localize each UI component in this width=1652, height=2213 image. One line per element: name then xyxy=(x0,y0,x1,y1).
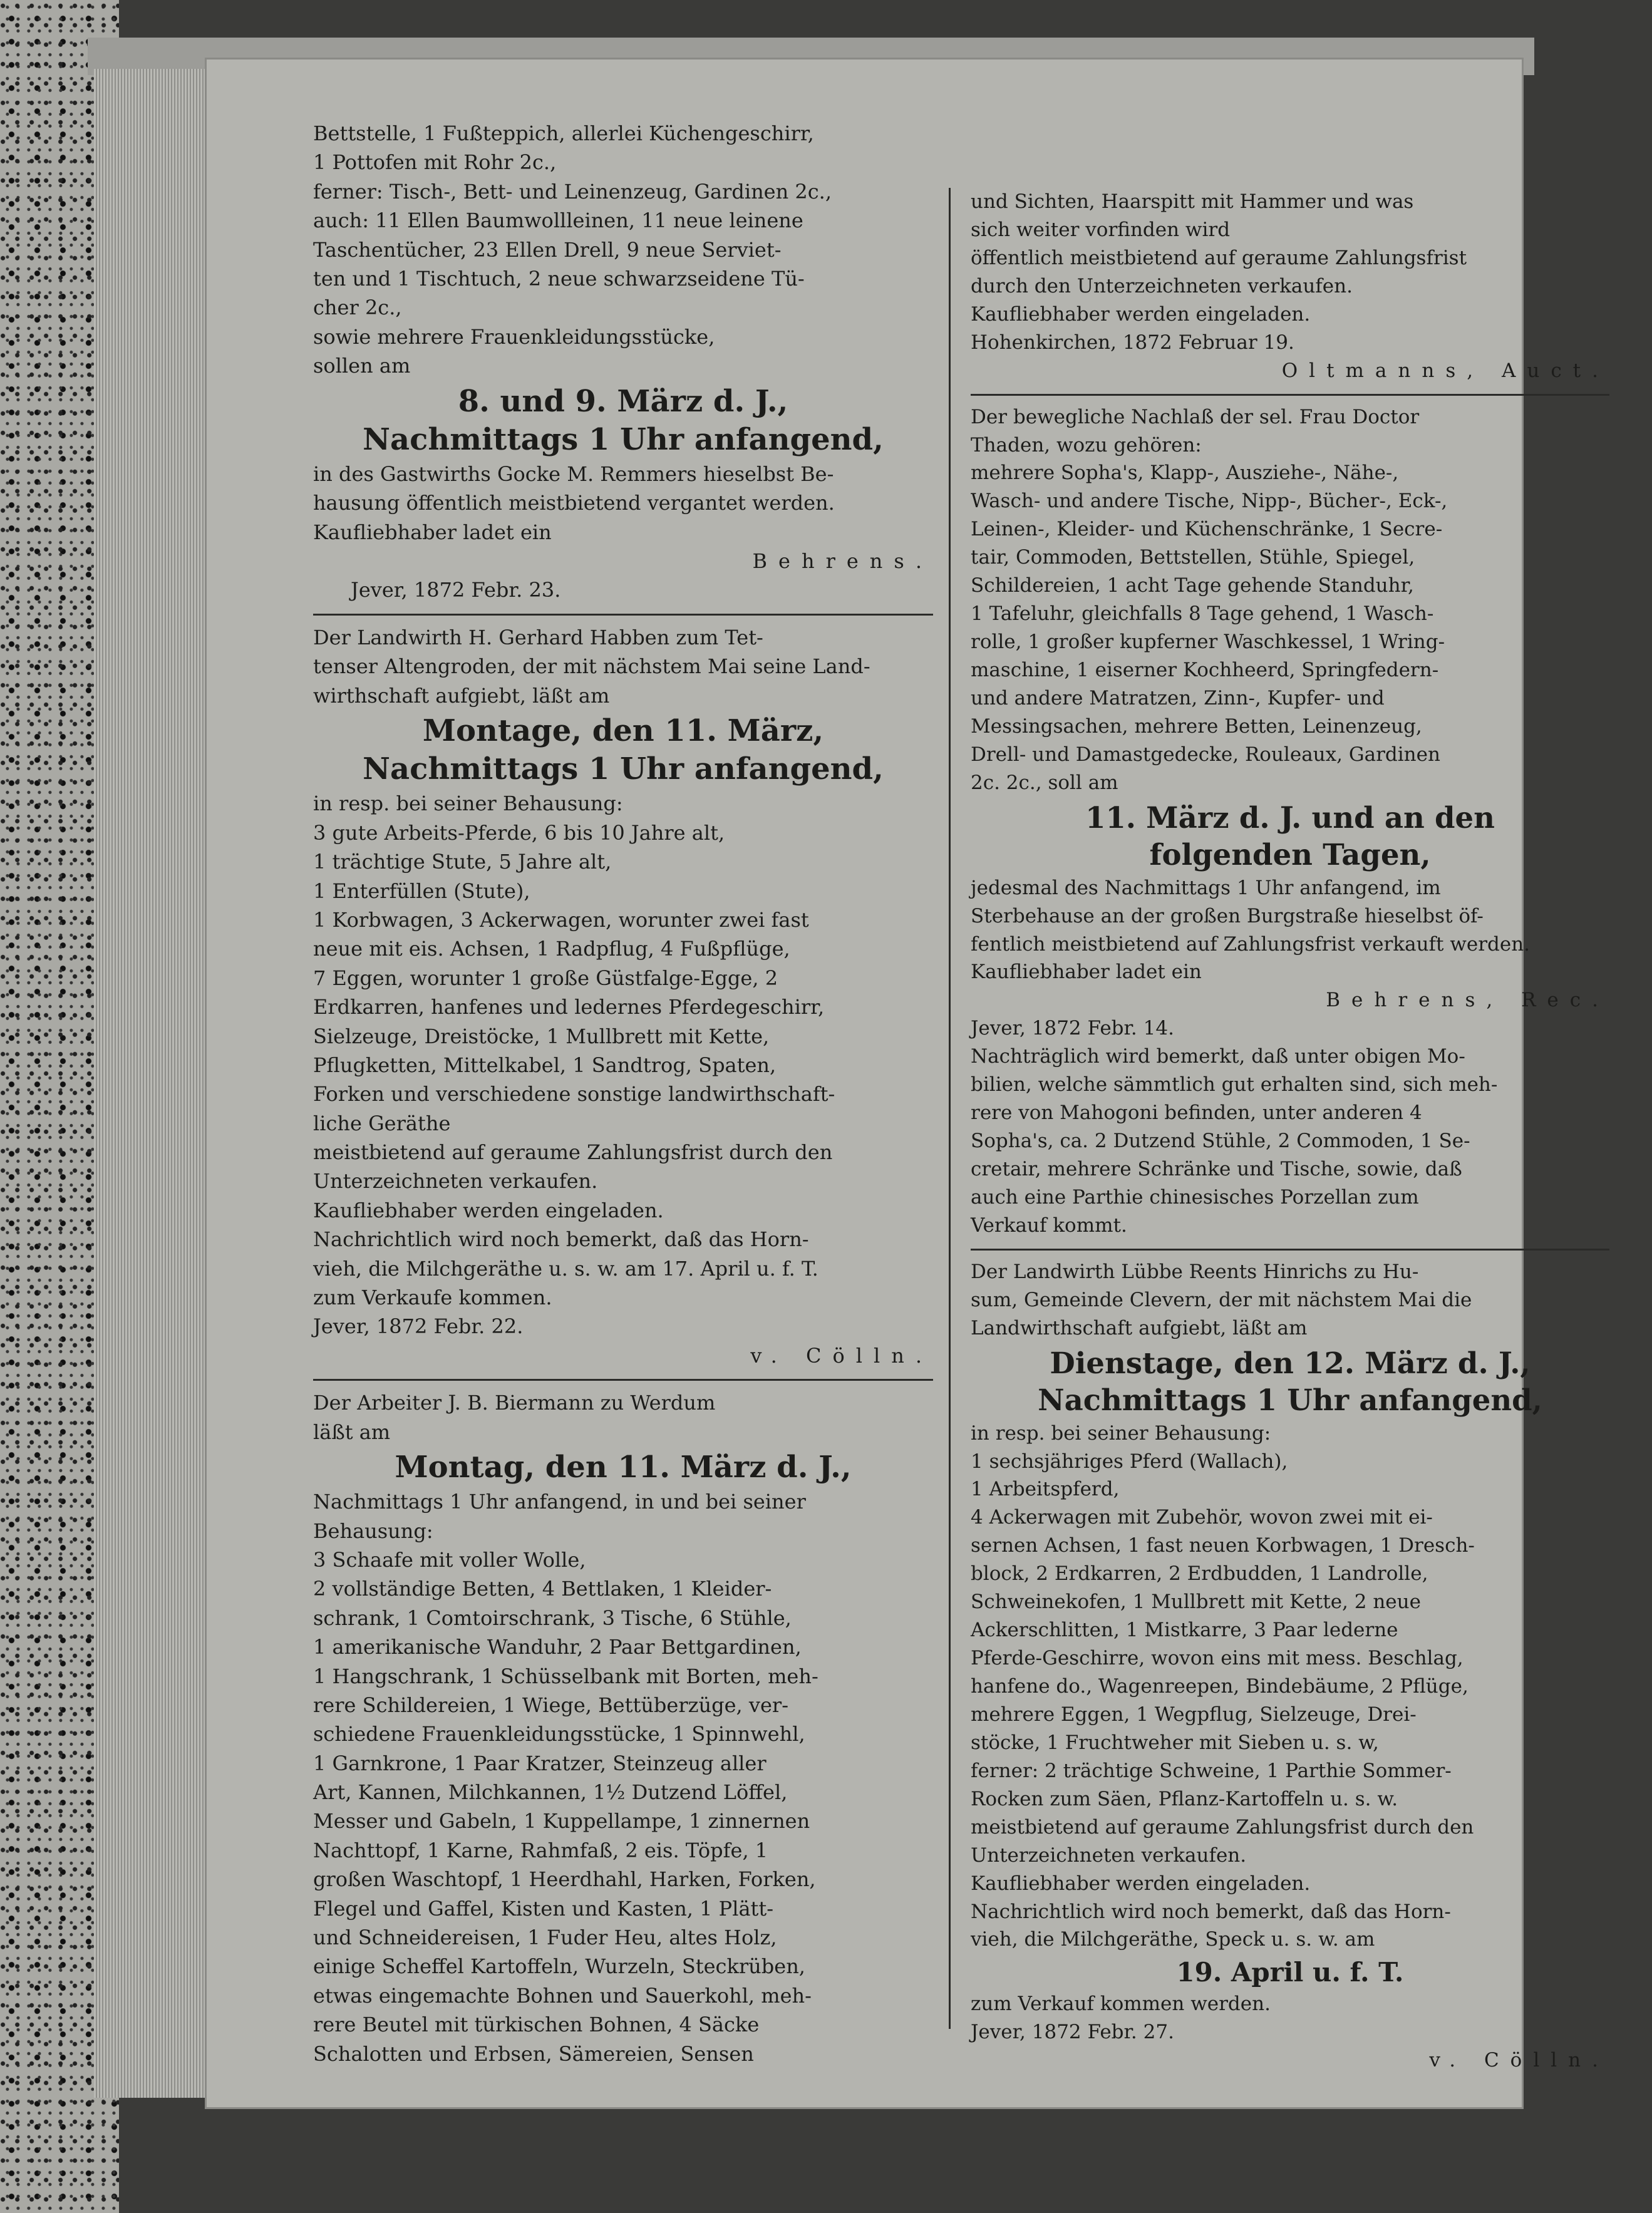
text-line: sernen Achsen, 1 fast neuen Korbwagen, 1 Dresch- xyxy=(971,1534,1475,1557)
auction-date-heading: 11. März d. J. und an den xyxy=(1085,800,1495,835)
advertisement-1 xyxy=(313,119,933,605)
text-line: 1 Hangschrank, 1 Schüsselbank mit Borten, meh- xyxy=(313,1664,818,1688)
text-line: Nachmittags 1 Uhr anfangend, in und bei seiner xyxy=(313,1490,806,1514)
text-line: sowie mehrere Frauenkleidungsstücke, xyxy=(313,324,715,349)
text-line: 1 Garnkrone, 1 Paar Kratzer, Steinzeug aller xyxy=(313,1751,767,1775)
text-line: Schildereien, 1 acht Tage gehende Standuhr, xyxy=(971,574,1414,597)
auction-date-heading: Nachmittags 1 Uhr anfangend, xyxy=(363,421,884,457)
text-line: Verkauf kommt. xyxy=(971,1214,1127,1237)
auction-date-heading: Nachmittags 1 Uhr anfangend, xyxy=(1038,1383,1542,1418)
text-line: Nachrichtlich wird noch bemerkt, daß das Horn- xyxy=(971,1900,1451,1923)
text-line: 1 Pottofen mit Rohr 2c., xyxy=(313,150,557,175)
text-line: 2c. 2c., soll am xyxy=(971,771,1118,794)
text-line: Kaufliebhaber ladet ein xyxy=(313,520,552,544)
auction-date-heading: folgenden Tagen, xyxy=(1149,837,1431,872)
text-line: rere Beutel mit türkischen Bohnen, 4 Säcke xyxy=(313,2013,760,2037)
ad-separator xyxy=(313,1379,933,1381)
advertisement-3 xyxy=(313,1388,933,2068)
signature: Behrens, Rec. xyxy=(1326,989,1609,1012)
advertisement-4 xyxy=(971,188,1609,385)
text-line: cretair, mehrere Schränke und Tische, sowie, daß xyxy=(971,1158,1462,1180)
text-line: Kaufliebhaber ladet ein xyxy=(971,961,1202,984)
text-line: Sielzeuge, Dreistöcke, 1 Mullbrett mit Kette, xyxy=(313,1024,770,1048)
text-line: Landwirthschaft aufgiebt, läßt am xyxy=(971,1316,1308,1339)
text-line: 3 Schaafe mit voller Wolle, xyxy=(313,1547,586,1572)
auction-date-heading: Montage, den 11. März, xyxy=(422,713,824,749)
text-line: zum Verkaufe kommen. xyxy=(313,1286,552,1310)
page-edges xyxy=(94,69,225,2098)
text-line: Sopha's, ca. 2 Dutzend Stühle, 2 Commoden, 1 Se- xyxy=(971,1130,1470,1153)
text-line: Bettstelle, 1 Fußteppich, allerlei Küchengeschirr, xyxy=(313,121,814,145)
text-line: liche Geräthe xyxy=(313,1111,451,1135)
text-line: schiedene Frauenkleidungsstücke, 1 Spinnwehl, xyxy=(313,1722,805,1746)
auction-date-heading: Nachmittags 1 Uhr anfangend, xyxy=(363,751,884,787)
text-line: 7 Eggen, worunter 1 große Güstfalge-Egge, 2 xyxy=(313,966,778,990)
text-line: durch den Unterzeichneten verkaufen. xyxy=(971,274,1353,297)
text-line: neue mit eis. Achsen, 1 Radpflug, 4 Fußpflüge, xyxy=(313,937,790,961)
text-line: Wasch- und andere Tische, Nipp-, Bücher-, Eck-, xyxy=(971,490,1448,513)
text-line: Kaufliebhaber werden eingeladen. xyxy=(971,1872,1311,1895)
text-line: rere von Mahogoni befinden, unter anderen 4 xyxy=(971,1101,1422,1125)
text-line: Taschentücher, 23 Ellen Drell, 9 neue Serviet- xyxy=(313,237,782,262)
signature: Oltmanns, Auct. xyxy=(1281,359,1609,382)
text-line: schrank, 1 Comtoirschrank, 3 Tische, 6 Stühle, xyxy=(313,1606,792,1630)
text-line: Kaufliebhaber werden eingeladen. xyxy=(971,302,1311,326)
signature: Behrens. xyxy=(752,549,933,574)
text-line: zum Verkauf kommen werden. xyxy=(971,1993,1271,2016)
text-line: etwas eingemachte Bohnen und Sauerkohl, meh- xyxy=(313,1983,812,2008)
text-line: 1 Arbeitspferd, xyxy=(971,1478,1120,1501)
auction-date-heading: 8. und 9. März d. J., xyxy=(458,383,788,419)
text-line: tair, Commoden, Bettstellen, Stühle, Spiegel, xyxy=(971,546,1415,569)
text-line: Pflugketten, Mittelkabel, 1 Sandtrog, Spaten, xyxy=(313,1053,777,1077)
text-line: und Schneidereisen, 1 Fuder Heu, altes Holz, xyxy=(313,1926,777,1950)
left-column xyxy=(313,119,933,2068)
text-line: 1 sechsjähriges Pferd (Wallach), xyxy=(971,1450,1288,1473)
text-line: großen Waschtopf, 1 Heerdhahl, Harken, Forken, xyxy=(313,1867,816,1892)
text-line: bilien, welche sämmtlich gut erhalten sind, sich meh- xyxy=(971,1073,1498,1096)
ad-separator xyxy=(971,1249,1609,1251)
column-divider xyxy=(949,188,951,2029)
text-line: Nachträglich wird bemerkt, daß unter obigen Mo- xyxy=(971,1045,1465,1068)
advertisement-6 xyxy=(971,1258,1609,2075)
advertisement-5 xyxy=(971,403,1609,1240)
auction-date-heading: Dienstage, den 12. März d. J., xyxy=(1050,1345,1531,1380)
text-line: fentlich meistbietend auf Zahlungsfrist verkauft werden. xyxy=(971,932,1531,956)
text-line: vieh, die Milchgeräthe u. s. w. am 17. April u. f. T. xyxy=(313,1256,818,1281)
auction-date-heading: 19. April u. f. T. xyxy=(1176,1957,1404,1988)
text-line: Leinen-, Kleider- und Küchenschränke, 1 Secre- xyxy=(971,518,1443,541)
text-line: Flegel und Gaffel, Kisten und Kasten, 1 Plätt- xyxy=(313,1896,774,1921)
text-line: Nachttopf, 1 Karne, Rahmfaß, 2 eis. Töpfe, 1 xyxy=(313,1838,768,1862)
text-line: jedesmal des Nachmittags 1 Uhr anfangend, im xyxy=(971,876,1441,899)
text-line: Unterzeichneten verkaufen. xyxy=(313,1169,598,1194)
ad-separator xyxy=(971,394,1609,396)
advertisement-2 xyxy=(313,623,933,1370)
text-line: hanfene do., Wagenreepen, Bindebäume, 2 Pflüge, xyxy=(971,1675,1469,1698)
text-line: Der Landwirth H. Gerhard Habben zum Tet- xyxy=(313,625,763,649)
text-line: Der Landwirth Lübbe Reents Hinrichs zu Hu- xyxy=(971,1260,1419,1283)
text-line: ferner: Tisch-, Bett- und Leinenzeug, Gardinen 2c., xyxy=(313,179,832,204)
text-line: 4 Ackerwagen mit Zubehör, wovon zwei mit ei- xyxy=(971,1506,1433,1529)
text-line: meistbietend auf geraume Zahlungsfrist durch den xyxy=(971,1815,1474,1839)
text-line: öffentlich meistbietend auf geraume Zahlungsfrist xyxy=(971,246,1467,269)
text-line: rolle, 1 großer kupferner Waschkessel, 1 Wring- xyxy=(971,631,1445,654)
text-line: 1 Enterfüllen (Stute), xyxy=(313,879,530,903)
text-line: stöcke, 1 Fruchtweher mit Sieben u. s. w, xyxy=(971,1731,1379,1754)
text-line: sollen am xyxy=(313,354,411,378)
text-line: Schalotten und Erbsen, Sämereien, Sensen xyxy=(313,2041,754,2066)
text-line: Erdkarren, hanfenes und ledernes Pferdegeschirr, xyxy=(313,995,825,1019)
signature: v. Cölln. xyxy=(1429,2049,1609,2072)
text-line: Jever, 1872 Febr. 27. xyxy=(971,2021,1174,2044)
text-line: Pferde-Geschirre, wovon eins mit mess. Beschlag, xyxy=(971,1647,1464,1670)
text-line: mehrere Sopha's, Klapp-, Ausziehe-, Nähe-, xyxy=(971,462,1399,485)
text-line: in resp. bei seiner Behausung: xyxy=(971,1421,1271,1445)
text-line: ferner: 2 trächtige Schweine, 1 Parthie Sommer- xyxy=(971,1759,1452,1782)
ad-date: Jever, 1872 Febr. 23. xyxy=(351,578,561,602)
text-line: läßt am xyxy=(313,1420,391,1444)
text-line: und andere Matratzen, Zinn-, Kupfer- und xyxy=(971,686,1385,709)
text-line: und Sichten, Haarspitt mit Hammer und was xyxy=(971,190,1414,213)
auction-date-heading: Montag, den 11. März d. J., xyxy=(395,1449,852,1485)
text-line: rere Schildereien, 1 Wiege, Bettüberzüge, ver- xyxy=(313,1693,788,1717)
text-line: cher 2c., xyxy=(313,296,402,320)
text-line: 1 trächtige Stute, 5 Jahre alt, xyxy=(313,850,612,874)
text-line: mehrere Eggen, 1 Wegpflug, Sielzeuge, Drei- xyxy=(971,1703,1417,1726)
text-line: Rocken zum Säen, Pflanz-Kartoffeln u. s. w. xyxy=(971,1787,1398,1810)
text-line: 1 Tafeluhr, gleichfalls 8 Tage gehend, 1 Wasch- xyxy=(971,602,1434,626)
text-line: sich weiter vorfinden wird xyxy=(971,218,1231,241)
text-line: Der Arbeiter J. B. Biermann zu Werdum xyxy=(313,1391,716,1415)
text-line: Kaufliebhaber werden eingeladen. xyxy=(313,1198,664,1222)
text-line: Forken und verschiedene sonstige landwirthschaft- xyxy=(313,1082,835,1106)
text-line: hausung öffentlich meistbietend vergantet werden. xyxy=(313,491,835,515)
text-line: Art, Kannen, Milchkannen, 1½ Dutzend Löffel, xyxy=(313,1780,788,1805)
text-line: Der bewegliche Nachlaß der sel. Frau Doctor xyxy=(971,405,1420,428)
text-line: Messer und Gabeln, 1 Kuppellampe, 1 zinnernen xyxy=(313,1809,810,1834)
text-line: Ackerschlitten, 1 Mistkarre, 3 Paar lederne xyxy=(971,1619,1398,1642)
text-line: 2 vollständige Betten, 4 Bettlaken, 1 Kleider- xyxy=(313,1577,772,1601)
text-line: meistbietend auf geraume Zahlungsfrist durch den xyxy=(313,1140,833,1165)
text-line: Schweinekofen, 1 Mullbrett mit Kette, 2 neue xyxy=(971,1591,1421,1614)
text-line: Jever, 1872 Febr. 14. xyxy=(971,1017,1174,1040)
text-line: vieh, die Milchgeräthe, Speck u. s. w. am xyxy=(971,1928,1375,1951)
text-line: sum, Gemeinde Clevern, der mit nächstem Mai die xyxy=(971,1288,1472,1311)
right-column xyxy=(971,188,1609,2075)
text-line: Jever, 1872 Febr. 22. xyxy=(313,1314,524,1339)
text-line: block, 2 Erdkarren, 2 Erdbudden, 1 Landrolle, xyxy=(971,1562,1428,1586)
text-line: tenser Altengroden, der mit nächstem Mai seine Land- xyxy=(313,654,870,679)
text-line: in des Gastwirths Gocke M. Remmers hieselbst Be- xyxy=(313,462,834,486)
text-line: einige Scheffel Kartoffeln, Wurzeln, Steckrüben, xyxy=(313,1954,805,1979)
text-line: Nachrichtlich wird noch bemerkt, daß das Horn- xyxy=(313,1227,809,1252)
text-line: Messingsachen, mehrere Betten, Leinenzeug, xyxy=(971,714,1422,738)
text-line: ten und 1 Tischtuch, 2 neue schwarzseidene Tü- xyxy=(313,266,805,291)
text-line: Drell- und Damastgedecke, Rouleaux, Gardinen xyxy=(971,743,1440,766)
text-line: 1 Korbwagen, 3 Ackerwagen, worunter zwei fast xyxy=(313,907,809,932)
text-line: wirthschaft aufgiebt, läßt am xyxy=(313,683,610,708)
text-line: auch: 11 Ellen Baumwollleinen, 11 neue leinene xyxy=(313,209,803,233)
text-line: Unterzeichneten verkaufen. xyxy=(971,1844,1247,1867)
text-line: 1 amerikanische Wanduhr, 2 Paar Bettgardinen, xyxy=(313,1635,802,1659)
ad-separator xyxy=(313,614,933,616)
text-line: auch eine Parthie chinesisches Porzellan zum xyxy=(971,1185,1419,1209)
text-line: Thaden, wozu gehören: xyxy=(971,433,1202,457)
text-line: in resp. bei seiner Behausung: xyxy=(313,792,623,816)
text-line: Sterbehause an der großen Burgstraße hieselbst öf- xyxy=(971,904,1484,927)
text-line: Behausung: xyxy=(313,1519,433,1543)
signature: v. Cölln. xyxy=(750,1343,933,1368)
text-line: Hohenkirchen, 1872 Februar 19. xyxy=(971,331,1294,354)
text-line: 3 gute Arbeits-Pferde, 6 bis 10 Jahre alt, xyxy=(313,820,725,845)
text-line: maschine, 1 eiserner Kochheerd, Springfedern- xyxy=(971,659,1439,681)
